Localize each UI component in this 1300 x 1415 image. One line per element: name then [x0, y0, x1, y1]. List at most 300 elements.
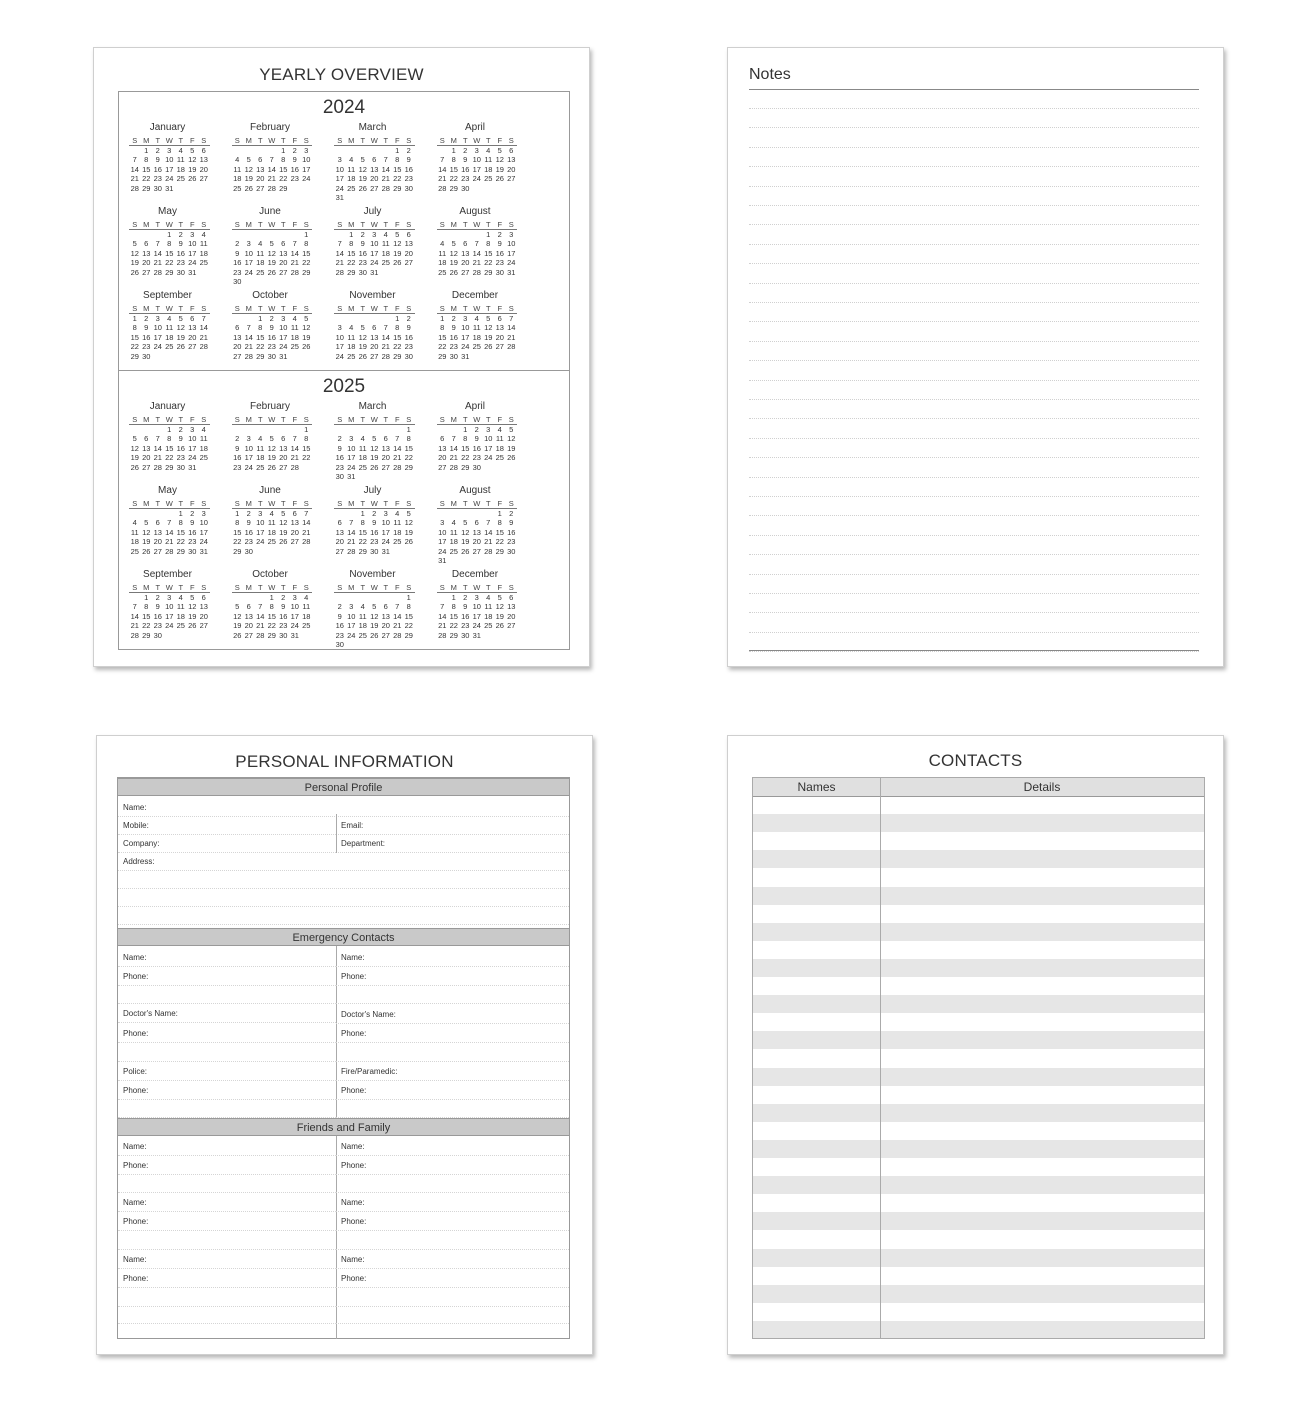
- emergency-blank-left[interactable]: [118, 986, 336, 1004]
- weekday-initial: F: [394, 136, 400, 145]
- notes-line[interactable]: [749, 380, 1199, 381]
- day-number: 24: [188, 258, 197, 268]
- doctor-phone-right[interactable]: Phone:: [336, 1025, 569, 1043]
- profile-address-line[interactable]: [118, 889, 569, 907]
- notes-line[interactable]: [749, 515, 1199, 516]
- day-number: 28: [507, 342, 516, 352]
- notes-line[interactable]: [749, 438, 1199, 439]
- weekday-initial: F: [292, 220, 298, 229]
- fire-paramedic-field[interactable]: Fire/Paramedic:: [336, 1063, 569, 1081]
- day-number: 16: [290, 164, 299, 174]
- notes-line[interactable]: [749, 574, 1199, 575]
- doctor-name-left[interactable]: Doctor's Name:: [118, 1005, 336, 1023]
- day-number: 16: [142, 332, 151, 342]
- weekday-initial: T: [360, 136, 366, 145]
- day-number: 28: [130, 183, 139, 193]
- day-number: 30: [267, 351, 276, 361]
- notes-line[interactable]: [749, 244, 1199, 245]
- weekday-initial: T: [360, 304, 366, 313]
- friend-blank-right[interactable]: [336, 1232, 569, 1250]
- contact-row[interactable]: [753, 1140, 1204, 1158]
- empty-day: [357, 146, 369, 155]
- day-number: 8: [463, 434, 468, 444]
- emergency-blank-right[interactable]: [336, 1044, 569, 1062]
- contacts-table: [752, 777, 1205, 1339]
- contact-row[interactable]: [753, 1104, 1204, 1122]
- day-number: 21: [290, 258, 299, 268]
- notes-line[interactable]: [749, 399, 1199, 400]
- day-number: 28: [472, 267, 481, 277]
- empty-day: [266, 146, 278, 155]
- weekday-initial: S: [406, 304, 412, 313]
- contact-row[interactable]: [753, 868, 1204, 886]
- day-number: 7: [304, 509, 309, 518]
- police-phone-field[interactable]: Phone:: [118, 1082, 336, 1100]
- contact-row[interactable]: [753, 1122, 1204, 1140]
- doctor-phone-left[interactable]: Phone:: [118, 1025, 336, 1043]
- notes-line[interactable]: [749, 263, 1199, 264]
- day-number: 18: [472, 332, 481, 342]
- day-number: 20: [404, 248, 413, 258]
- weekday-initial: F: [394, 304, 400, 313]
- day-number: 26: [370, 630, 379, 640]
- day-number: 15: [279, 164, 288, 174]
- notes-line[interactable]: [749, 205, 1199, 206]
- friend-phone-left[interactable]: Phone:: [118, 1213, 336, 1231]
- day-number: 18: [256, 258, 265, 268]
- weekday-initial: F: [292, 499, 298, 508]
- weekday-initial: T: [257, 136, 263, 145]
- day-number: 30: [335, 471, 344, 481]
- day-number: 23: [335, 630, 344, 640]
- contact-row[interactable]: [753, 977, 1204, 995]
- days-grid: [334, 230, 415, 277]
- notes-line[interactable]: [749, 554, 1199, 555]
- weekday-initial: M: [245, 136, 252, 145]
- police-field[interactable]: Police:: [118, 1063, 336, 1081]
- contact-row[interactable]: [753, 1285, 1204, 1303]
- day-number: 27: [507, 621, 516, 631]
- day-number: 23: [495, 258, 504, 268]
- notes-line[interactable]: [749, 612, 1199, 613]
- empty-day: [357, 425, 369, 434]
- weekday-initial: F: [497, 136, 503, 145]
- day-number: 17: [370, 248, 379, 258]
- day-number: 3: [337, 323, 342, 333]
- contact-row[interactable]: [753, 1158, 1204, 1176]
- day-number: 24: [244, 462, 253, 472]
- profile-mobile-field[interactable]: Mobile:: [118, 817, 336, 835]
- day-number: 24: [256, 537, 265, 547]
- day-number: 22: [404, 453, 413, 463]
- weekday-initial: M: [348, 415, 355, 424]
- day-number: 2: [337, 602, 342, 612]
- friend-phone-right[interactable]: Phone:: [336, 1157, 569, 1175]
- day-number: 27: [381, 630, 390, 640]
- day-number: 16: [267, 332, 276, 342]
- weekday-initial: S: [201, 499, 207, 508]
- day-number: 24: [335, 351, 344, 361]
- notes-line[interactable]: [749, 651, 1199, 652]
- day-number: 9: [360, 239, 365, 249]
- day-number: 25: [347, 351, 356, 361]
- friend-name-right[interactable]: Name:: [336, 1138, 569, 1156]
- weekday-header: [437, 304, 518, 314]
- day-number: 9: [190, 518, 195, 528]
- day-number: 14: [130, 164, 139, 174]
- friend-blank-left[interactable]: [118, 1232, 336, 1250]
- profile-address-field[interactable]: Address:: [118, 853, 569, 871]
- day-number: 22: [449, 174, 458, 184]
- weekday-initial: T: [462, 499, 468, 508]
- emergency-blank-right[interactable]: [336, 986, 569, 1004]
- profile-department-field[interactable]: Department:: [336, 835, 569, 853]
- notes-line[interactable]: [749, 166, 1199, 167]
- contact-row[interactable]: [753, 1212, 1204, 1230]
- month-december: [437, 568, 540, 652]
- day-number: 31: [347, 471, 356, 481]
- contact-row[interactable]: [753, 923, 1204, 941]
- notes-line[interactable]: [749, 341, 1199, 342]
- friend-phone-right[interactable]: Phone:: [336, 1213, 569, 1231]
- day-number: 18: [347, 342, 356, 352]
- contact-row[interactable]: [753, 1303, 1204, 1321]
- day-number: 27: [438, 462, 447, 472]
- day-number: 17: [279, 332, 288, 342]
- contact-row[interactable]: [753, 1194, 1204, 1212]
- day-number: 21: [335, 258, 344, 268]
- day-number: 20: [290, 527, 299, 537]
- day-number: 18: [199, 248, 208, 258]
- contact-row[interactable]: [753, 995, 1204, 1013]
- day-number: 18: [358, 621, 367, 631]
- day-number: 17: [472, 611, 481, 621]
- day-number: 15: [347, 248, 356, 258]
- notes-line[interactable]: [749, 360, 1199, 361]
- contact-row[interactable]: [753, 814, 1204, 832]
- day-number: 14: [153, 248, 162, 258]
- day-number: 19: [267, 453, 276, 463]
- contact-row[interactable]: [753, 796, 1204, 814]
- weekday-header: [334, 220, 415, 230]
- contact-row[interactable]: [753, 1031, 1204, 1049]
- day-number: 16: [233, 453, 242, 463]
- day-number: 3: [440, 518, 445, 528]
- weekday-initial: W: [165, 415, 173, 424]
- day-number: 18: [302, 611, 311, 621]
- weekday-initial: S: [201, 220, 207, 229]
- day-number: 8: [132, 323, 137, 333]
- emergency-blank-left[interactable]: [118, 1100, 336, 1118]
- contact-row[interactable]: [753, 941, 1204, 959]
- day-number: 12: [233, 611, 242, 621]
- day-number: 21: [153, 453, 162, 463]
- weekday-initial: S: [439, 415, 445, 424]
- notes-line[interactable]: [749, 593, 1199, 594]
- doctor-name-right[interactable]: Doctor's Name:: [336, 1006, 569, 1024]
- profile-name-field[interactable]: Name:: [118, 799, 569, 817]
- weekday-initial: T: [485, 136, 491, 145]
- day-number: 21: [438, 174, 447, 184]
- empty-day: [437, 425, 449, 434]
- day-number: 8: [304, 239, 309, 249]
- day-number: 29: [393, 183, 402, 193]
- profile-address-line[interactable]: [118, 871, 569, 889]
- weekday-initial: T: [485, 220, 491, 229]
- day-number: 8: [269, 602, 274, 612]
- day-number: 10: [188, 239, 197, 249]
- day-number: 24: [370, 258, 379, 268]
- contact-row[interactable]: [753, 887, 1204, 905]
- day-number: 9: [292, 155, 297, 165]
- day-number: 6: [281, 239, 286, 249]
- weekday-initial: S: [201, 304, 207, 313]
- weekday-initial: T: [257, 415, 263, 424]
- day-number: 27: [461, 267, 470, 277]
- day-number: 25: [176, 174, 185, 184]
- day-number: 24: [153, 342, 162, 352]
- empty-day: [437, 230, 449, 239]
- day-number: 5: [132, 434, 137, 444]
- profile-address-line[interactable]: [118, 907, 569, 925]
- day-number: 3: [463, 314, 468, 323]
- weekday-initial: S: [439, 583, 445, 592]
- day-number: 22: [279, 174, 288, 184]
- weekday-initial: S: [132, 136, 138, 145]
- day-number: 21: [449, 453, 458, 463]
- contact-row[interactable]: [753, 1267, 1204, 1285]
- emergency-phone-right[interactable]: Phone:: [336, 968, 569, 986]
- weekday-initial: T: [155, 220, 161, 229]
- weekday-initial: T: [280, 415, 286, 424]
- day-number: 1: [440, 314, 445, 323]
- day-number: 14: [165, 527, 174, 537]
- notes-line[interactable]: [749, 224, 1199, 225]
- friend-name-right[interactable]: Name:: [336, 1251, 569, 1269]
- day-number: 29: [165, 462, 174, 472]
- emergency-blank-left[interactable]: [118, 1044, 336, 1062]
- day-number: 6: [383, 434, 388, 444]
- day-number: 21: [267, 174, 276, 184]
- emergency-phone-left[interactable]: Phone:: [118, 968, 336, 986]
- day-number: 3: [509, 230, 514, 239]
- notes-line[interactable]: [749, 321, 1199, 322]
- day-number: 15: [393, 332, 402, 342]
- notes-line[interactable]: [749, 302, 1199, 303]
- day-number: 13: [153, 527, 162, 537]
- weekday-initial: W: [473, 583, 481, 592]
- friend-phone-left[interactable]: Phone:: [118, 1270, 336, 1288]
- contact-row[interactable]: [753, 850, 1204, 868]
- day-number: 9: [474, 434, 479, 444]
- friends-family-header: Friends and Family: [118, 1118, 569, 1136]
- day-number: 3: [337, 155, 342, 165]
- contact-row[interactable]: [753, 1068, 1204, 1086]
- month-july: [334, 484, 437, 568]
- weekday-initial: M: [143, 499, 150, 508]
- day-number: 14: [347, 527, 356, 537]
- empty-day: [460, 509, 472, 518]
- day-number: 21: [438, 621, 447, 631]
- friend-phone-right[interactable]: Phone:: [336, 1270, 569, 1288]
- weekday-initial: T: [257, 499, 263, 508]
- friend-blank-left[interactable]: [118, 1306, 336, 1324]
- weekday-initial: F: [189, 499, 195, 508]
- friend-blank-left[interactable]: [118, 1175, 336, 1193]
- empty-day: [232, 593, 244, 602]
- weekday-initial: T: [178, 499, 184, 508]
- day-number: 10: [472, 155, 481, 165]
- days-grid: [232, 314, 313, 361]
- month-grid: [129, 400, 549, 652]
- day-number: 11: [484, 155, 493, 165]
- contact-row[interactable]: [753, 1049, 1204, 1067]
- day-number: 25: [347, 183, 356, 193]
- day-number: 21: [199, 332, 208, 342]
- weekday-initial: M: [450, 583, 457, 592]
- day-number: 23: [233, 462, 242, 472]
- day-number: 30: [244, 546, 253, 556]
- day-number: 5: [132, 239, 137, 249]
- contact-row[interactable]: [753, 1086, 1204, 1104]
- day-number: 2: [155, 146, 160, 155]
- weekday-header: [129, 415, 210, 425]
- weekday-initial: T: [383, 304, 389, 313]
- month-name: April: [464, 401, 485, 412]
- friend-phone-left[interactable]: Phone:: [118, 1157, 336, 1175]
- day-number: 10: [335, 164, 344, 174]
- day-number: 7: [395, 434, 400, 444]
- day-number: 21: [484, 537, 493, 547]
- contact-row[interactable]: [753, 905, 1204, 923]
- day-number: 18: [290, 332, 299, 342]
- day-number: 6: [372, 155, 377, 165]
- notes-line[interactable]: [749, 477, 1199, 478]
- profile-company-field[interactable]: Company:: [118, 835, 336, 853]
- day-number: 24: [188, 453, 197, 463]
- details-column-header: Details: [1023, 780, 1061, 794]
- notes-line[interactable]: [749, 496, 1199, 497]
- day-number: 11: [130, 527, 139, 537]
- days-grid: [232, 593, 313, 640]
- notes-line[interactable]: [749, 457, 1199, 458]
- day-number: 23: [153, 621, 162, 631]
- day-number: 10: [347, 611, 356, 621]
- contact-row[interactable]: [753, 959, 1204, 977]
- day-number: 31: [188, 462, 197, 472]
- day-number: 3: [167, 146, 172, 155]
- day-number: 28: [393, 630, 402, 640]
- notes-line[interactable]: [749, 186, 1199, 187]
- day-number: 25: [484, 174, 493, 184]
- notes-line[interactable]: [749, 418, 1199, 419]
- contact-row[interactable]: [753, 832, 1204, 850]
- notes-line[interactable]: [749, 283, 1199, 284]
- weekday-initial: T: [280, 304, 286, 313]
- empty-day: [129, 593, 141, 602]
- fire-phone-field[interactable]: Phone:: [336, 1082, 569, 1100]
- day-number: 28: [335, 267, 344, 277]
- notes-line[interactable]: [749, 535, 1199, 536]
- day-number: 15: [302, 443, 311, 453]
- contact-row[interactable]: [753, 1013, 1204, 1031]
- emergency-name-right[interactable]: Name:: [336, 949, 569, 967]
- day-number: 13: [381, 611, 390, 621]
- weekday-initial: F: [189, 136, 195, 145]
- notes-page: [727, 47, 1224, 667]
- profile-email-field[interactable]: Email:: [336, 817, 569, 835]
- day-number: 15: [165, 443, 174, 453]
- friend-name-left[interactable]: Name:: [118, 1251, 336, 1269]
- day-number: 17: [335, 342, 344, 352]
- weekday-initial: W: [165, 499, 173, 508]
- friend-name-left[interactable]: Name:: [118, 1138, 336, 1156]
- month-name: February: [249, 122, 290, 133]
- friend-blank-right[interactable]: [336, 1175, 569, 1193]
- notes-line[interactable]: [749, 632, 1199, 633]
- day-number: 21: [381, 174, 390, 184]
- empty-day: [278, 230, 290, 239]
- day-number: 12: [370, 443, 379, 453]
- day-number: 27: [142, 462, 151, 472]
- friend-name-left[interactable]: Name:: [118, 1194, 336, 1212]
- day-number: 5: [463, 518, 468, 528]
- contact-row[interactable]: [753, 1230, 1204, 1248]
- day-number: 24: [165, 174, 174, 184]
- day-number: 9: [406, 155, 411, 165]
- day-number: 17: [302, 164, 311, 174]
- weekday-initial: T: [485, 583, 491, 592]
- weekday-initial: F: [394, 220, 400, 229]
- day-number: 7: [132, 155, 137, 165]
- emergency-name-left[interactable]: Name:: [118, 949, 336, 967]
- day-number: 14: [153, 443, 162, 453]
- day-number: 1: [178, 509, 183, 518]
- weekday-initial: F: [497, 415, 503, 424]
- contact-row[interactable]: [753, 1176, 1204, 1194]
- day-number: 17: [244, 453, 253, 463]
- day-number: 4: [258, 434, 263, 444]
- friend-name-right[interactable]: Name:: [336, 1194, 569, 1212]
- contact-row[interactable]: [753, 1321, 1204, 1339]
- day-number: 20: [461, 258, 470, 268]
- notes-line[interactable]: [749, 108, 1199, 109]
- weekday-header: [437, 136, 518, 146]
- weekday-initial: F: [394, 415, 400, 424]
- friend-blank-right[interactable]: [336, 1306, 569, 1324]
- day-number: 13: [381, 443, 390, 453]
- day-number: 28: [130, 630, 139, 640]
- day-number: 31: [279, 351, 288, 361]
- day-number: 18: [495, 443, 504, 453]
- day-number: 23: [142, 342, 151, 352]
- day-number: 15: [176, 527, 185, 537]
- notes-line[interactable]: [749, 127, 1199, 128]
- empty-day: [255, 146, 267, 155]
- day-number: 22: [142, 174, 151, 184]
- notes-line[interactable]: [749, 147, 1199, 148]
- day-number: 7: [292, 434, 297, 444]
- empty-day: [483, 509, 495, 518]
- day-number: 22: [484, 258, 493, 268]
- day-number: 29: [176, 546, 185, 556]
- friend-blank-right[interactable]: [336, 1289, 569, 1307]
- day-number: 19: [130, 258, 139, 268]
- weekday-initial: W: [473, 499, 481, 508]
- friend-blank-left[interactable]: [118, 1289, 336, 1307]
- emergency-blank-right[interactable]: [336, 1100, 569, 1118]
- contact-row[interactable]: [753, 1249, 1204, 1267]
